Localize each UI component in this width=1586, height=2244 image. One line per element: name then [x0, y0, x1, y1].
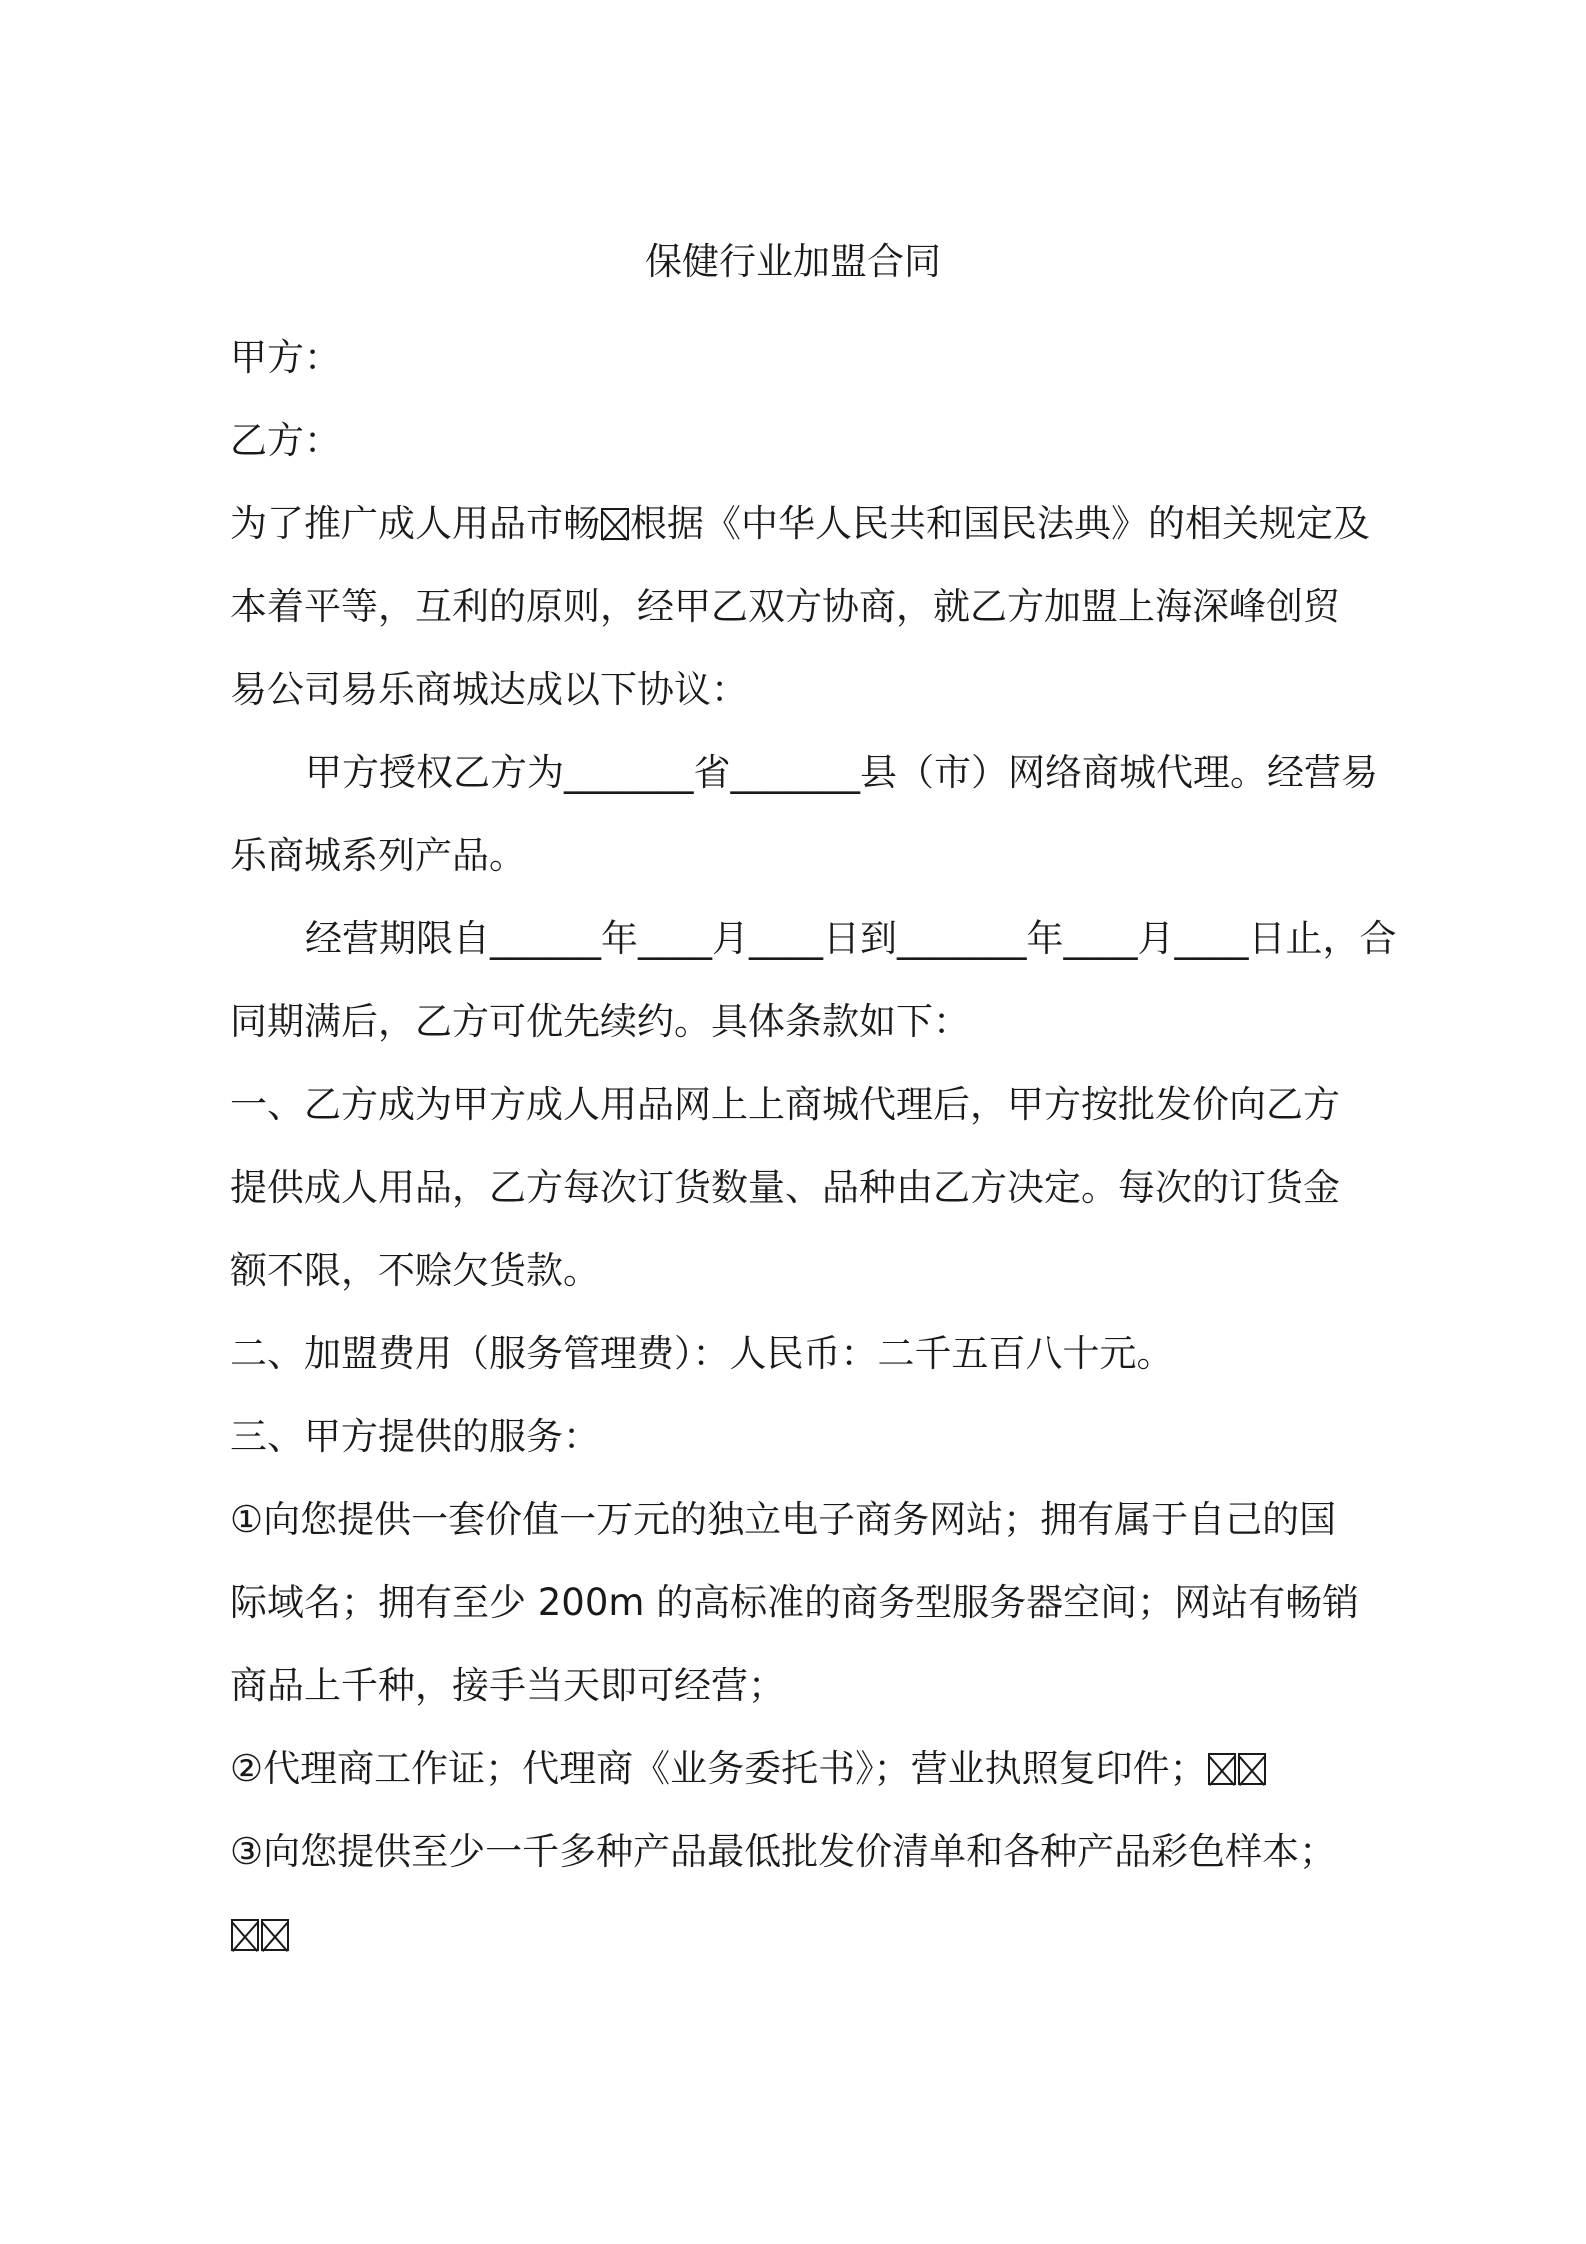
term-line-2: 同期满后，乙方可优先续约。具体条款如下： — [230, 1000, 970, 1043]
preamble-line-3: 易公司易乐商城达成以下协议： — [230, 668, 748, 711]
clause-2-line: 二、加盟费用（服务管理费）：人民币：二千五百八十元。 — [230, 1332, 1174, 1375]
preamble-line-1 — [230, 482, 1370, 565]
missing-glyph-box-icon — [601, 508, 629, 540]
authorization-line-1: 甲方授权乙方为_______省_______县（市）网络商城代理。经营易 — [305, 751, 1378, 794]
preamble-text-b: 根据《中华人民共和国民法典》的相关规定及 — [630, 502, 1370, 545]
clause-1-line-2: 提供成人用品，乙方每次订货数量、品种由乙方决定。每次的订货金 — [230, 1166, 1340, 1209]
clause-1-line-1: 一、乙方成为甲方成人用品网上上商城代理后，甲方按批发价向乙方 — [230, 1083, 1340, 1126]
preamble-text-a: 为了推广成人用品市畅 — [230, 502, 600, 545]
clause-3-heading: 三、甲方提供的服务： — [230, 1415, 600, 1458]
document-title: 保健行业加盟合同 — [645, 240, 941, 283]
service-2-line — [230, 1727, 1370, 1810]
service-3-trailing-line — [230, 1893, 1370, 1976]
clause-1-line-3: 额不限，不赊欠货款。 — [230, 1249, 600, 1292]
party-b-line: 乙方： — [230, 419, 341, 462]
preamble-line-2: 本着平等，互利的原则，经甲乙双方协商，就乙方加盟上海深峰创贸 — [230, 585, 1340, 628]
term-line-1: 经营期限自______年____月____日到_______年____月____日止，合 — [305, 917, 1397, 960]
service-3-line: ③向您提供至少一千多种产品最低批发价清单和各种产品彩色样本； — [230, 1830, 1337, 1873]
document-body — [230, 316, 1397, 1976]
authorization-line-2: 乐商城系列产品。 — [230, 834, 526, 877]
service-2-text: ②代理商工作证；代理商《业务委托书》；营业执照复印件； — [230, 1747, 1207, 1790]
missing-glyph-box-icon — [1238, 1753, 1266, 1785]
service-1-line-3: 商品上千种，接手当天即可经营； — [230, 1664, 785, 1707]
party-a-line: 甲方： — [230, 336, 341, 379]
missing-glyph-box-icon — [1208, 1753, 1236, 1785]
service-1-line-1: ①向您提供一套价值一万元的独立电子商务网站；拥有属于自己的国 — [230, 1498, 1337, 1541]
service-1-line-2: 际域名；拥有至少 200m 的高标准的商务型服务器空间；网站有畅销 — [230, 1581, 1360, 1624]
missing-glyph-box-icon — [261, 1919, 289, 1951]
missing-glyph-box-icon — [231, 1919, 259, 1951]
